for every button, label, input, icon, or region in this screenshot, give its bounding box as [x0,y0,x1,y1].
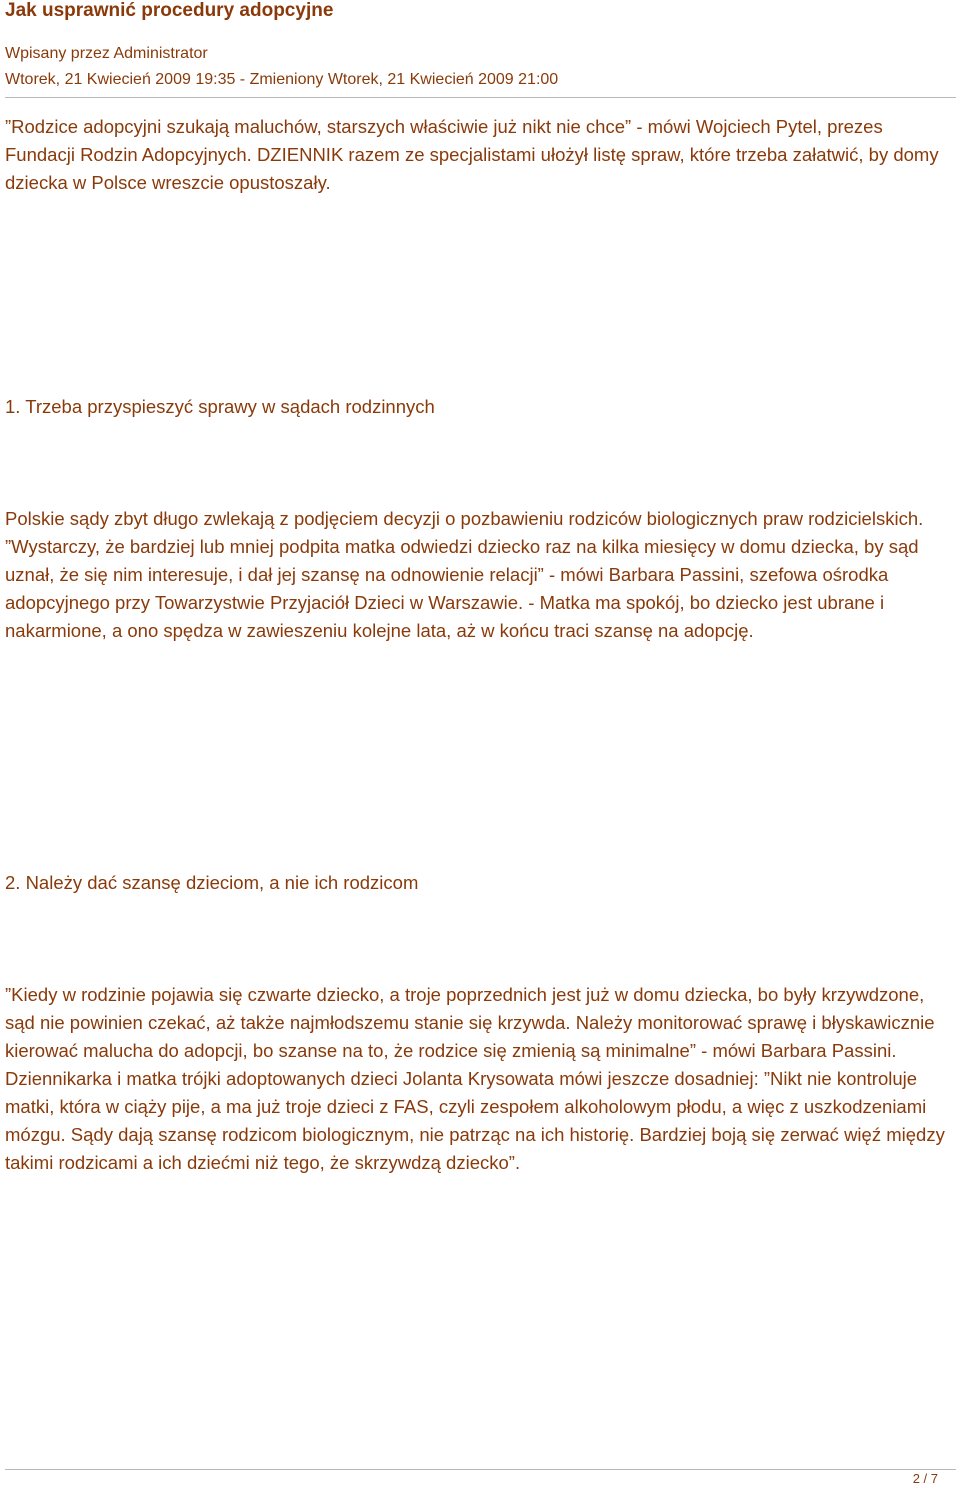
section-2-heading: 2. Należy dać szansę dzieciom, a nie ich rodzicom [5,872,419,893]
footer-divider [5,1469,956,1470]
author-line: Wpisany przez Administrator [5,45,208,62]
page-number: 2 / 7 [912,1471,938,1486]
section-1-heading: 1. Trzeba przyspieszyć sprawy w sądach rodzinnych [5,396,435,417]
section-2-body: ”Kiedy w rodzinie pojawia się czwarte dziecko, a troje poprzednich jest już w domu dziecka, bo były krzywdzone, sąd nie powinien czekać, aż także najmłodszemu stanie się krzywda. Należy monitorować sprawę i błyskawicznie kierować malucha do adopcji, bo szanse na to, że rodzice się zmienią są minimalne” - mówi Barbara Passini. Dziennikarka i matka trójki adoptowanych dzieci Jolanta Krysowata mówi jeszcze dosadniej: ”Nikt nie kontroluje matki, która w ciąży pije, a ma już troje dzieci z FAS, czyli zespołem alkoholowym płodu, a więc z uszkodzeniami mózgu. Sądy dają szansę rodzicom biologicznym, nie patrząc na ich historię. Bardziej boją się zerwać więź między takimi rodzicami a ich dziećmi niż tego, że skrzywdzą dziecko”. [5,984,945,1173]
document-title: Jak usprawnić procedury adopcyjne [5,0,334,21]
intro-paragraph: ”Rodzice adopcyjni szukają maluchów, starszych właściwie już nikt nie chce” - mówi Wojciech Pytel, prezes Fundacji Rodzin Adopcyjnych. DZIENNIK razem ze specjalistami ułożył listę spraw, które trzeba załatwić, by domy dziecka w Polsce wreszcie opustoszały. [5,116,939,193]
header-divider [5,97,956,98]
dates-line: Wtorek, 21 Kwiecień 2009 19:35 - Zmieniony Wtorek, 21 Kwiecień 2009 21:00 [5,71,559,88]
section-1-body: Polskie sądy zbyt długo zwlekają z podjęciem decyzji o pozbawieniu rodziców biologicznych praw rodzicielskich. ”Wystarczy, że bardziej lub mniej podpita matka odwiedzi dziecko raz na kilka miesięcy w domu dziecka, by sąd uznał, że się nim interesuje, i dał jej szansę na odnowienie relacji” - mówi Barbara Passini, szefowa ośrodka adopcyjnego przy Towarzystwie Przyjaciół Dzieci w Warszawie. - Matka ma spokój, bo dziecko jest ubrane i nakarmione, a ono spędza w zawieszeniu kolejne lata, aż w końcu traci szansę na adopcję. [5,508,924,641]
